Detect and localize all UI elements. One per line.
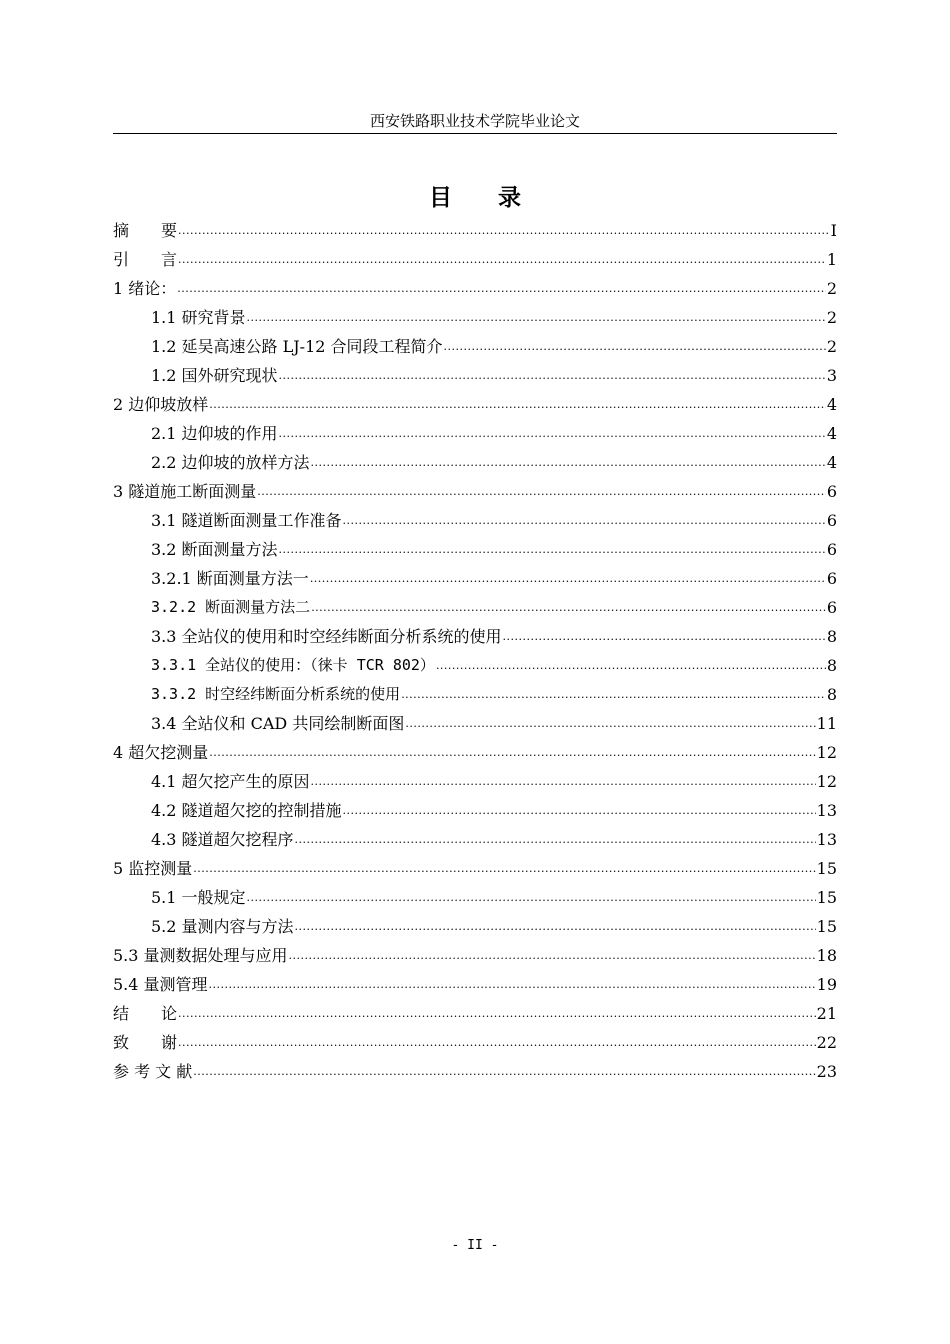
toc-entry-page: 15 <box>816 888 837 907</box>
toc-entry-label: 5 监控测量 <box>113 859 193 878</box>
toc-dot-leader <box>209 390 826 419</box>
toc-entry[interactable] <box>113 477 837 506</box>
toc-entry-label: 5.2 量测内容与方法 <box>151 917 294 936</box>
toc-entry-page: 15 <box>816 859 837 878</box>
page-number: - II - <box>451 1238 499 1253</box>
toc-entry-page: 15 <box>816 917 837 936</box>
toc-entry-label: 5.3 量测数据处理与应用 <box>113 946 288 965</box>
toc-entry-page: 11 <box>816 714 837 733</box>
toc-entry-page: 12 <box>816 743 837 762</box>
toc-entry[interactable] <box>113 274 837 303</box>
toc-entry-label: 1.2 国外研究现状 <box>151 366 278 385</box>
toc-entry[interactable] <box>113 390 837 419</box>
toc-dot-leader <box>279 535 826 564</box>
toc-dot-leader <box>436 651 826 680</box>
toc-entry[interactable] <box>113 651 837 680</box>
toc-entry-page: 19 <box>816 975 837 994</box>
toc-entry[interactable] <box>113 999 837 1028</box>
toc-dot-leader <box>178 999 816 1028</box>
toc-entry-label: 4.3 隧道超欠挖程序 <box>151 830 294 849</box>
toc-dot-leader <box>289 941 816 970</box>
toc-entry-page: 18 <box>816 946 837 965</box>
toc-entry-label: 4.2 隧道超欠挖的控制措施 <box>151 801 342 820</box>
toc-entry[interactable] <box>113 680 837 709</box>
toc-dot-leader <box>279 361 826 390</box>
toc-dot-leader <box>503 622 826 651</box>
toc-dot-leader <box>178 1028 816 1057</box>
toc-dot-leader <box>177 274 826 303</box>
toc-dot-leader <box>444 332 826 361</box>
toc-entry-page: I <box>830 221 837 240</box>
toc-dot-leader <box>279 419 826 448</box>
toc-entry-page: 2 <box>826 337 837 356</box>
toc-entry-label: 3.2.1 断面测量方法一 <box>151 569 309 588</box>
toc-entry-label: 3.2 断面测量方法 <box>151 540 278 559</box>
toc-entry-label: 引 言 <box>113 250 178 269</box>
header-rule <box>113 133 837 134</box>
toc-entry-label: 2.1 边仰坡的作用 <box>151 424 278 443</box>
toc-entry[interactable] <box>113 332 837 361</box>
toc-entry-page: 13 <box>816 801 837 820</box>
toc-dot-leader <box>209 738 815 767</box>
toc-dot-leader <box>257 477 826 506</box>
toc-entry-page: 6 <box>826 540 837 559</box>
toc-entry-label: 3 隧道施工断面测量 <box>113 482 257 501</box>
toc-entry[interactable] <box>113 767 837 796</box>
toc-entry[interactable] <box>113 825 837 854</box>
toc-dot-leader <box>311 593 826 622</box>
toc-entry[interactable] <box>113 941 837 970</box>
toc-entry-label: 5.4 量测管理 <box>113 975 208 994</box>
toc-entry[interactable] <box>113 883 837 912</box>
toc-entry[interactable] <box>113 419 837 448</box>
toc-dot-leader <box>401 680 826 709</box>
toc-entry[interactable] <box>113 1028 837 1057</box>
toc-entry[interactable] <box>113 361 837 390</box>
toc-entry-page: 4 <box>826 453 837 472</box>
toc-entry[interactable] <box>113 245 837 274</box>
toc-entry[interactable] <box>113 709 837 738</box>
toc-dot-leader <box>193 1057 815 1086</box>
table-of-contents <box>113 216 837 1086</box>
toc-entry[interactable] <box>113 912 837 941</box>
toc-entry[interactable] <box>113 216 837 245</box>
toc-entry-label: 5.1 一般规定 <box>151 888 246 907</box>
toc-entry-label: 2.2 边仰坡的放样方法 <box>151 453 310 472</box>
toc-entry[interactable] <box>113 564 837 593</box>
toc-entry[interactable] <box>113 593 837 622</box>
toc-dot-leader <box>247 883 816 912</box>
toc-entry-label: 2 边仰坡放样 <box>113 395 209 414</box>
toc-entry[interactable] <box>113 506 837 535</box>
toc-entry[interactable] <box>113 622 837 651</box>
toc-entry-label: 4.1 超欠挖产生的原因 <box>151 772 310 791</box>
toc-dot-leader <box>178 216 830 245</box>
toc-entry-page: 8 <box>826 656 837 675</box>
toc-entry-page: 2 <box>826 279 837 298</box>
toc-entry-page: 8 <box>826 627 837 646</box>
toc-entry-page: 21 <box>816 1004 837 1023</box>
toc-entry-label: 3.1 隧道断面测量工作准备 <box>151 511 342 530</box>
toc-entry-label: 摘 要 <box>113 221 178 240</box>
toc-dot-leader <box>193 854 815 883</box>
toc-entry[interactable] <box>113 796 837 825</box>
toc-entry-label: 致 谢 <box>113 1033 178 1052</box>
toc-entry-label: 1.2 延吴高速公路 LJ-12 合同段工程简介 <box>151 337 443 356</box>
toc-entry[interactable] <box>113 448 837 477</box>
toc-entry-page: 6 <box>826 482 837 501</box>
toc-entry-label: 3.4 全站仪和 CAD 共同绘制断面图 <box>151 714 405 733</box>
toc-entry-page: 13 <box>816 830 837 849</box>
toc-dot-leader <box>247 303 826 332</box>
toc-dot-leader <box>311 767 816 796</box>
toc-entry[interactable] <box>113 303 837 332</box>
toc-entry-page: 1 <box>826 250 837 269</box>
toc-entry-label: 3.2.2 断面测量方法二 <box>151 598 311 616</box>
toc-dot-leader <box>209 970 816 999</box>
toc-entry[interactable] <box>113 970 837 999</box>
toc-entry-page: 4 <box>826 395 837 414</box>
toc-entry[interactable] <box>113 738 837 767</box>
toc-dot-leader <box>343 506 826 535</box>
toc-entry-page: 3 <box>826 366 837 385</box>
toc-entry-label: 3.3.2 时空经纬断面分析系统的使用 <box>151 685 401 703</box>
toc-dot-leader <box>310 564 826 593</box>
toc-entry-label: 4 超欠挖测量 <box>113 743 209 762</box>
toc-entry-page: 4 <box>826 424 837 443</box>
toc-entry-label: 参 考 文 献 <box>113 1062 193 1081</box>
toc-dot-leader <box>295 912 816 941</box>
running-header: 西安铁路职业技术学院毕业论文 <box>369 112 580 130</box>
toc-entry-page: 12 <box>816 772 837 791</box>
toc-dot-leader <box>343 796 816 825</box>
toc-entry-page: 8 <box>826 685 837 704</box>
toc-entry-label: 1.1 研究背景 <box>151 308 246 327</box>
toc-entry-label: 3.3 全站仪的使用和时空经纬断面分析系统的使用 <box>151 627 502 646</box>
toc-title: 目 录 <box>429 185 521 211</box>
toc-dot-leader <box>405 709 815 738</box>
toc-entry-label: 1 绪论： <box>113 279 177 298</box>
toc-entry-page: 2 <box>826 308 837 327</box>
toc-dot-leader <box>178 245 826 274</box>
toc-entry[interactable] <box>113 854 837 883</box>
toc-dot-leader <box>295 825 816 854</box>
toc-entry-label: 结 论 <box>113 1004 178 1023</box>
toc-entry-page: 22 <box>816 1033 837 1052</box>
toc-entry[interactable] <box>113 535 837 564</box>
toc-entry[interactable] <box>113 1057 837 1086</box>
toc-entry-page: 6 <box>826 511 837 530</box>
toc-entry-label: 3.3.1 全站仪的使用：（徕卡 TCR 802） <box>151 656 435 674</box>
toc-entry-page: 6 <box>826 569 837 588</box>
toc-entry-page: 6 <box>826 598 837 617</box>
toc-entry-page: 23 <box>816 1062 837 1081</box>
toc-dot-leader <box>311 448 826 477</box>
